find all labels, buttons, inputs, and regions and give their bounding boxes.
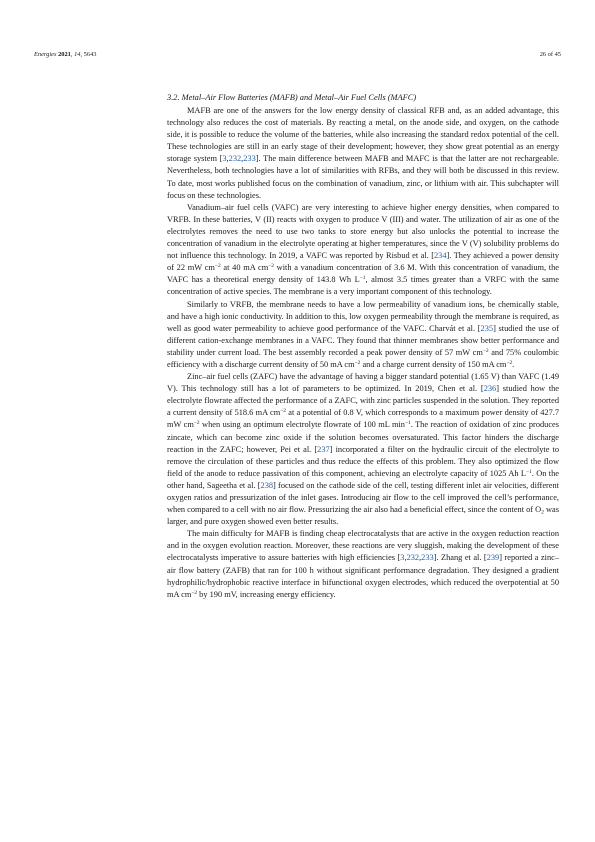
- text-run: by 190 mV, increasing energy efficiency.: [197, 589, 336, 599]
- text-run: . On the other hand, Sageetha et al. [: [167, 468, 559, 490]
- paragraph-membrane: [167, 299, 559, 372]
- section-heading: 3.2. Metal–Air Flow Batteries (MAFB) and Metal–Air Fuel Cells (MAFC): [167, 93, 417, 102]
- text-run: ]. Zhang et al. [: [433, 553, 487, 563]
- article-body: [167, 92, 559, 601]
- text-run: at 40 mA cm: [220, 263, 269, 273]
- paragraph-electrocatalysts: The main difficulty for MAFB is finding cheap electrocatalysts that are active in the oxygen reduction reaction and in the oxygen evolution reaction. Moreover, these reactions are very sluggish, making the development of these electrocatalysts imperative to assure batteries with high efficiencies [3,232,233]. Zhang et al. [239] reported a zinc–air flow battery (ZAFB) that ran for 100 h without significant performance degradation. They designed a gradient hydrophilic/hydrophobic reactive interface in bifunctional oxygen electrodes, which reduced the overpotential at 50 mA $cm^{-2}$ by 190 mV, increasing energy efficiency.: [167, 529, 560, 599]
- journal-citation: Energies 2021, 14, 5643: [34, 51, 97, 58]
- superscript: −2: [354, 359, 361, 366]
- citation-link[interactable]: 234: [434, 251, 447, 261]
- citation-link[interactable]: 3: [222, 154, 227, 164]
- superscript: −1: [404, 420, 411, 427]
- text-run: ] studied how the electrolyte flowrate affected the performance of a ZAFC, with zinc particles suspended in the solution. They reported a current density of 518.6 mA cm: [167, 384, 560, 418]
- text-run: Vanadium–air fuel cells (VAFC) are very interesting to achieve higher energy densities, when compared to VRFB. In these batteries, V (II) reacts with oxygen to produce V (III) and water. The utilization of air as one of the electrolytes removes the need to use two tanks to store energy but also unlocks the potential to increase the concentration of vanadium in the electrolyte operating at higher temperatures, since the V (V) solubility problems do not influence this technology. In 2019, a VAFC was reported by Risbud et al. [: [167, 202, 559, 261]
- text-run: ] focused on the cathode side of the cell, testing different inlet air velocities, different oxygen ratios and pressurization of the inlet gases. Introducing air flow to the cell improved the cell’s performance, when compared to a cell with no air flow. Pressurizing the air also had a beneficial effect, since the content of O: [167, 480, 559, 515]
- citation-link[interactable]: 235: [480, 323, 494, 333]
- running-header: [34, 51, 561, 59]
- text-run: was larger, and pure oxygen showed even better results.: [167, 505, 559, 527]
- text-run: Similarly to VRFB, the membrane needs to have a low permeability of vanadium ions, be chemically stable, and have a high ionic conductivity. In addition to this, low oxygen permeability through the membrane is required, as well as good water permeability to achieve good performance of the VAFC. Charvát et al. [: [167, 299, 559, 333]
- superscript: −2: [268, 263, 274, 270]
- text-run: The main difficulty for MAFB is finding cheap electrocatalysts that are active in the oxygen reduction reaction and in the oxygen evolution reaction. Moreover, these reactions are very sluggish, making the development of these electrocatalysts imperative to assure batteries with high efficiencies [: [167, 529, 559, 563]
- text-run: and 75% coulombic efficiency with a discharge current density of 50 mA cm: [167, 347, 559, 369]
- text-run: , almost 3.5 times greater than a VRFC with the same concentration of active species. The membrane is a very important component of this technology.: [167, 275, 559, 297]
- superscript: −2: [482, 347, 489, 354]
- superscript: −1: [526, 468, 532, 475]
- superscript: −2: [506, 359, 513, 366]
- citation-link[interactable]: 239: [486, 553, 500, 563]
- text-run: ] reported a zinc–air flow battery (ZAFB) that ran for 100 h without significant performance degradation. They designed a gradient hydrophilic/hydrophobic reactive interface in bifunctional oxygen electrodes, which reduced the overpotential at 50 mA cm: [167, 553, 560, 599]
- text-run: ]. They achieved a power density of 22 mW cm: [167, 251, 559, 273]
- text-run: when using an optimum electrolyte flowrate of 100 mL min: [199, 420, 405, 430]
- text-run: at a potential of 0.8 V, which corresponds to a maximum power density of 427.7 mW cm: [167, 408, 559, 430]
- journal-year: 2021: [58, 51, 71, 58]
- subscript: 2: [541, 509, 544, 516]
- superscript: −2: [214, 263, 221, 270]
- citation-link[interactable]: 232: [228, 154, 242, 164]
- journal-volume: 14: [74, 51, 81, 58]
- text-run: Zinc–air fuel cells (ZAFC) have the advantage of having a bigger standard potential (1.65 V) than VAFC (1.49 V). This technology still has a lot of parameters to be optimized. In 2019, Chen et al. [: [167, 372, 559, 394]
- citation-link[interactable]: 236: [483, 384, 497, 394]
- text-run: with a vanadium concentration of 3.6 M. With this concentration of vanadium, the VAFC has a theoretical energy density of 143.8 Wh L: [167, 263, 559, 285]
- citation-link[interactable]: 233: [421, 553, 434, 563]
- text-run: ] incorporated a filter on the hydraulic circuit of the electrolyte to remove the circulation of these particles and thus reduce the effects of this problem. They also optimized the flow field of the anode to reduce passivation of this component, achieving an electrolyte capacity of 1025 Ah L: [167, 444, 560, 478]
- superscript: −2: [193, 420, 200, 427]
- citation-link[interactable]: 3: [400, 553, 405, 563]
- text-run: ] studied the use of different cation-exchange membranes in a VAFC. They found that thinner membranes show better performance and stability under current load. The best assembly recorded a peak power density of 57 mW cm: [167, 323, 559, 357]
- text-run: . The reaction of oxidation of zinc produces zincate, which can become zinc oxide if the solution becomes oversaturated. This factor hinders the discharge reaction in the ZAFC; however, Pei et al. [: [167, 420, 560, 454]
- superscript: −1: [359, 275, 366, 282]
- paragraph-mafb-intro: MAFB are one of the answers for the low energy density of classical RFB and, as an added advantage, this technology also reduces the cost of materials. By reacting a metal, on the anode side, and oxygen, on the cathode side, it is possible to reduce the volume of the batteries, while also increasing the standard redox potential of the cell. These technologies are still in an early stage of their development; however, they show great potential as an energy storage system [3,232,233]. The main difference between MAFB and MAFC is that the latter are not rechargeable. Nevertheless, both technologies have a lot of similarities with RFBs, and they will both be discussed in this review. To date, most works published focus on the combination of vanadium, zinc, or lithium with air. This subchapter will focus on these technologies.: [167, 106, 559, 200]
- page-number: 26 of 45: [539, 51, 561, 58]
- citation-link[interactable]: 237: [317, 444, 330, 454]
- paragraph-vafc: [167, 202, 559, 299]
- text-run: ]. The main difference between MAFB and MAFC is that the latter are not rechargeable. Nevertheless, both technologies have a lot of similarities with RFBs, and they will both be discussed in this review. To date, most works published focus on the combination of vanadium, zinc, or lithium with air. This subchapter will focus on these technologies.: [167, 154, 559, 200]
- superscript: −2: [191, 589, 198, 596]
- article-number: 5643: [83, 51, 97, 58]
- paragraph-zafc: [167, 371, 559, 528]
- text-run: MAFB are one of the answers for the low energy density of classical RFB and, as an added advantage, this technology also reduces the cost of materials. By reacting a metal, on the anode side, and oxygen, on the cathode side, it is possible to reduce the volume of the batteries, while also increasing the standard redox potential of the cell. These technologies are still in an early stage of their development; however, they show great potential as an energy storage system [: [167, 106, 559, 164]
- citation-link[interactable]: 232: [406, 553, 420, 563]
- text-run: .: [512, 359, 515, 369]
- citation-link[interactable]: 238: [260, 480, 274, 490]
- citation-link[interactable]: 233: [243, 154, 256, 164]
- journal-name: Energies: [34, 51, 57, 58]
- superscript: −2: [280, 408, 286, 415]
- text-run: and a charge current density of 150 mA cm: [360, 359, 507, 369]
